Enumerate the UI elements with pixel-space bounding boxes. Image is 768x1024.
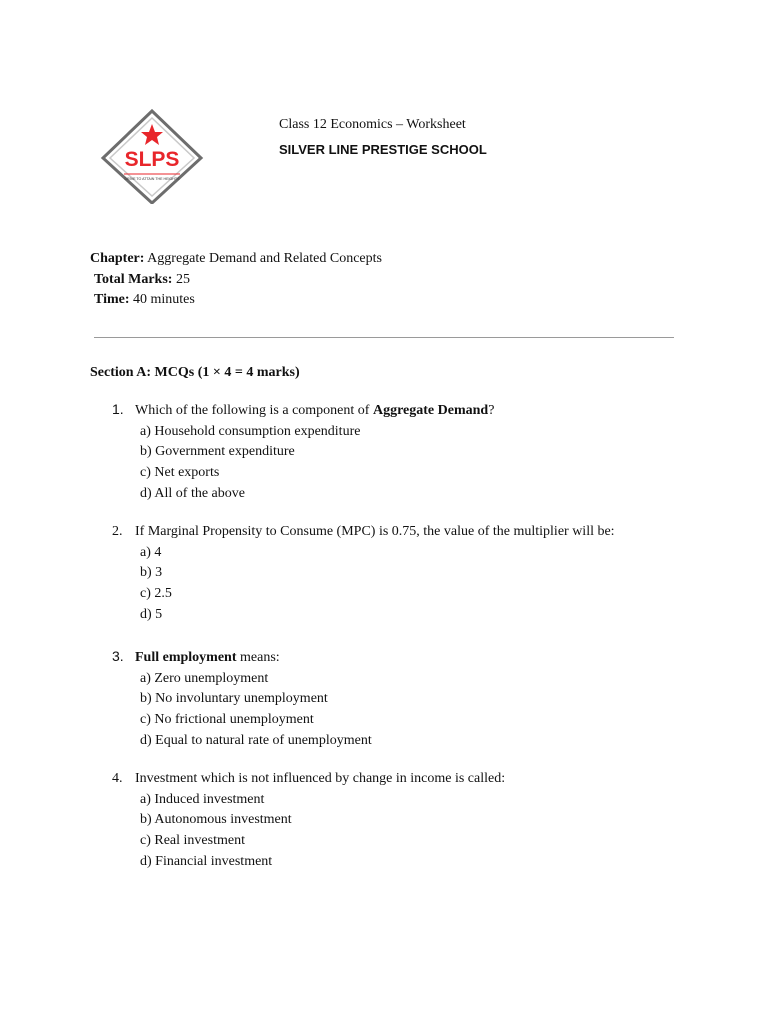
total-marks-label: Total Marks: [94, 271, 173, 287]
option-a: a) 4 [140, 544, 162, 560]
question-text-end: ? [488, 403, 495, 418]
section-a-title: Section A: MCQs (1 × 4 = 4 marks) [90, 365, 300, 380]
total-marks-value: 25 [172, 271, 190, 287]
logo-text: SLPS [124, 148, 180, 171]
question-stem [112, 522, 615, 543]
worksheet-title: Class 12 Economics – Worksheet [279, 117, 466, 132]
question-stem [112, 646, 372, 669]
option-b: b) 3 [140, 565, 163, 581]
option-c: c) 2.5 [140, 586, 172, 602]
question-text: Which of the following is a component of [135, 403, 373, 418]
time-value: 40 minutes [129, 292, 195, 307]
question-number: 4. [112, 771, 123, 786]
question-text-end: means: [236, 650, 280, 665]
time-line [90, 290, 382, 311]
school-logo [100, 108, 204, 204]
option-b: b) No involuntary unemployment [140, 691, 328, 707]
question-stem [112, 399, 494, 422]
option-a: a) Zero unemployment [140, 670, 269, 686]
option-d: d) 5 [140, 606, 163, 622]
option-b: b) Autonomous investment [140, 812, 292, 828]
option-c: c) Net exports [140, 465, 220, 481]
divider-line [94, 337, 674, 338]
slps-logo-icon [100, 108, 204, 204]
question-text: Investment which is not influenced by change in income is called: [135, 771, 506, 786]
logo-motto: DRIVE TO ATTAIN THE HEIGHTS [124, 177, 180, 181]
worksheet-meta [90, 249, 382, 311]
school-name: SILVER LINE PRESTIGE SCHOOL [279, 142, 487, 157]
option-a: a) Household consumption expenditure [140, 423, 361, 439]
option-a: a) Induced investment [140, 791, 265, 807]
question-number: 3. [112, 648, 124, 664]
option-c: c) No frictional unemployment [140, 712, 314, 728]
option-c: c) Real investment [140, 833, 245, 849]
time-label: Time: [94, 292, 130, 307]
question-1 [112, 399, 494, 505]
option-d: d) All of the above [140, 485, 245, 501]
chapter-value: Aggregate Demand and Related Concepts [144, 251, 382, 266]
option-d: d) Financial investment [140, 853, 273, 869]
question-bold-text: Full employment [135, 650, 237, 665]
question-text: If Marginal Propensity to Consume (MPC) is 0.75, the value of the multiplier will be: [135, 524, 615, 539]
question-number: 2. [112, 524, 123, 539]
chapter-line [90, 249, 382, 270]
question-4 [112, 769, 505, 873]
question-2 [112, 522, 615, 626]
total-marks-line [90, 270, 382, 291]
question-number: 1. [112, 401, 124, 417]
option-d: d) Equal to natural rate of unemployment [140, 732, 372, 748]
option-b: b) Government expenditure [140, 444, 295, 460]
question-3 [112, 646, 372, 752]
question-stem [112, 769, 505, 790]
chapter-label: Chapter: [90, 251, 145, 266]
question-bold-text: Aggregate Demand [372, 403, 489, 418]
